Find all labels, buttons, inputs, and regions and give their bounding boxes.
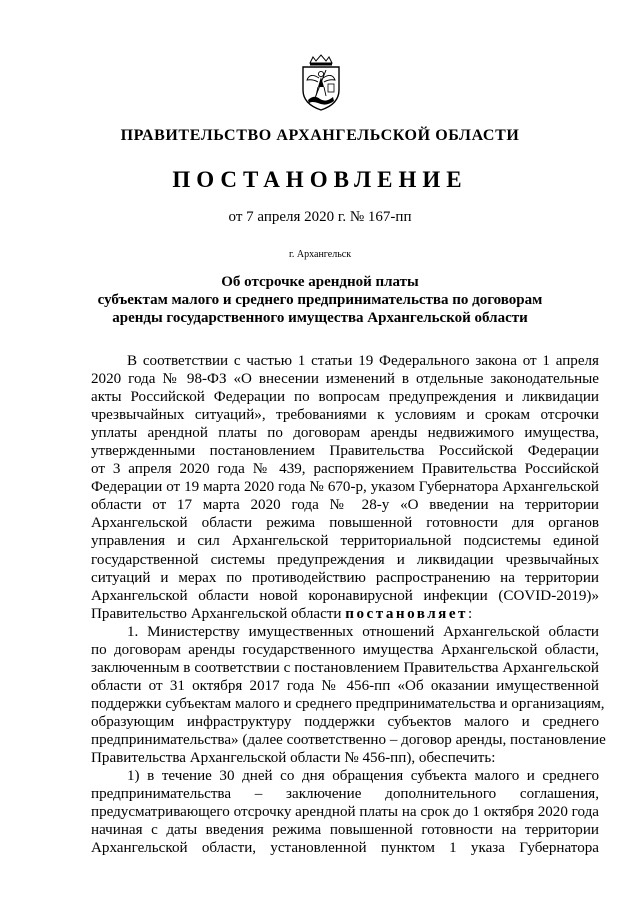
body-line: утвержденными постановлением Правительства Российской Федерации bbox=[91, 443, 599, 460]
body-line: В соответствии с частью 1 статьи 19 Федерального закона от 1 апреля bbox=[127, 353, 599, 369]
document-type: ПОСТАНОВЛЕНИЕ bbox=[172, 167, 468, 192]
body-line: 1. Министерству имущественных отношений Архангельской области bbox=[127, 623, 599, 640]
body-line: образующим инфраструктуру поддержки субъектов малого и среднего bbox=[91, 713, 599, 730]
body-line: Архангельской области, установленной пунктом 1 указа Губернатора bbox=[91, 840, 599, 857]
coat-of-arms-icon bbox=[298, 54, 344, 112]
body-line-resolution bbox=[91, 605, 599, 623]
resolution-prefix: Правительство Архангельской области bbox=[91, 605, 346, 622]
document-title bbox=[80, 273, 560, 327]
body-line: области от 31 октября 2017 года № 456-пп «Об оказании имущественной bbox=[91, 677, 599, 694]
body-line: от 3 апреля 2020 года № 439, распоряжением Правительства Российской bbox=[91, 461, 599, 478]
body-line: Федерации от 19 марта 2020 года № 670-р, указом Губернатора Архангельской bbox=[91, 479, 599, 496]
body-line: Архангельской области режима повышенной готовности для органов bbox=[91, 515, 599, 532]
body-line: государственной системы предупреждения и ликвидации чрезвычайных bbox=[91, 551, 599, 568]
body-line: начиная с даты введения режима повышенной готовности на территории bbox=[91, 822, 599, 839]
body-line: Правительства Архангельской области № 456-пп), обеспечить: bbox=[91, 750, 496, 767]
body-line: по договорам аренды государственного имущества Архангельской области, bbox=[91, 641, 599, 658]
body-line: Архангельской области новой коронавирусной инфекции (COVID-2019)» bbox=[91, 587, 599, 604]
body-line: области от 17 марта 2020 года № 28-у «О введении на территории bbox=[91, 497, 599, 514]
body-line: 2020 года № 98-ФЗ «О внесении изменений в отдельные законодательные bbox=[91, 371, 599, 388]
body-line: уплаты арендной платы по договорам аренды недвижимого имущества, bbox=[91, 425, 599, 442]
body-line: предпринимательства – заключение дополнительного соглашения, bbox=[91, 786, 599, 803]
body-line: 1) в течение 30 дней со дня обращения субъекта малого и среднего bbox=[127, 768, 599, 785]
resolution-verb: постановляет bbox=[345, 605, 468, 622]
body-line: предпринимательства» (далее соответственно – договор аренды, постановление bbox=[91, 731, 606, 748]
resolution-suffix: : bbox=[467, 605, 473, 622]
body-line: заключенным в соответствии с постановлением Правительства Архангельской bbox=[91, 659, 599, 676]
body-line: управления и сил Архангельской территориальной подсистемы единой bbox=[91, 533, 599, 550]
government-name: ПРАВИТЕЛЬСТВО АРХАНГЕЛЬСКОЙ ОБЛАСТИ bbox=[120, 127, 520, 144]
body-line: акты Российской Федерации по вопросам предупреждения и ликвидации bbox=[91, 389, 599, 406]
document-city: г. Архангельск bbox=[288, 249, 352, 260]
body-line: предусматривающего отсрочку арендной платы на срок до 1 октября 2020 года bbox=[91, 804, 599, 821]
body-line: чрезвычайных ситуаций», требованиями к условиям и срокам отсрочки bbox=[91, 407, 599, 424]
body-line: поддержки субъектам малого и среднего предпринимательства и организациям, bbox=[91, 695, 605, 712]
body-line: ситуаций и мерах по противодействию распространению на территории bbox=[91, 569, 599, 586]
title-line: аренды государственного имущества Архангельской области bbox=[112, 310, 528, 326]
document-body bbox=[91, 352, 606, 857]
document-date-number: от 7 апреля 2020 г. № 167-пп bbox=[228, 209, 412, 225]
title-line: субъектам малого и среднего предпринимательства по договорам bbox=[97, 292, 543, 308]
title-line: Об отсрочке арендной платы bbox=[221, 274, 419, 290]
